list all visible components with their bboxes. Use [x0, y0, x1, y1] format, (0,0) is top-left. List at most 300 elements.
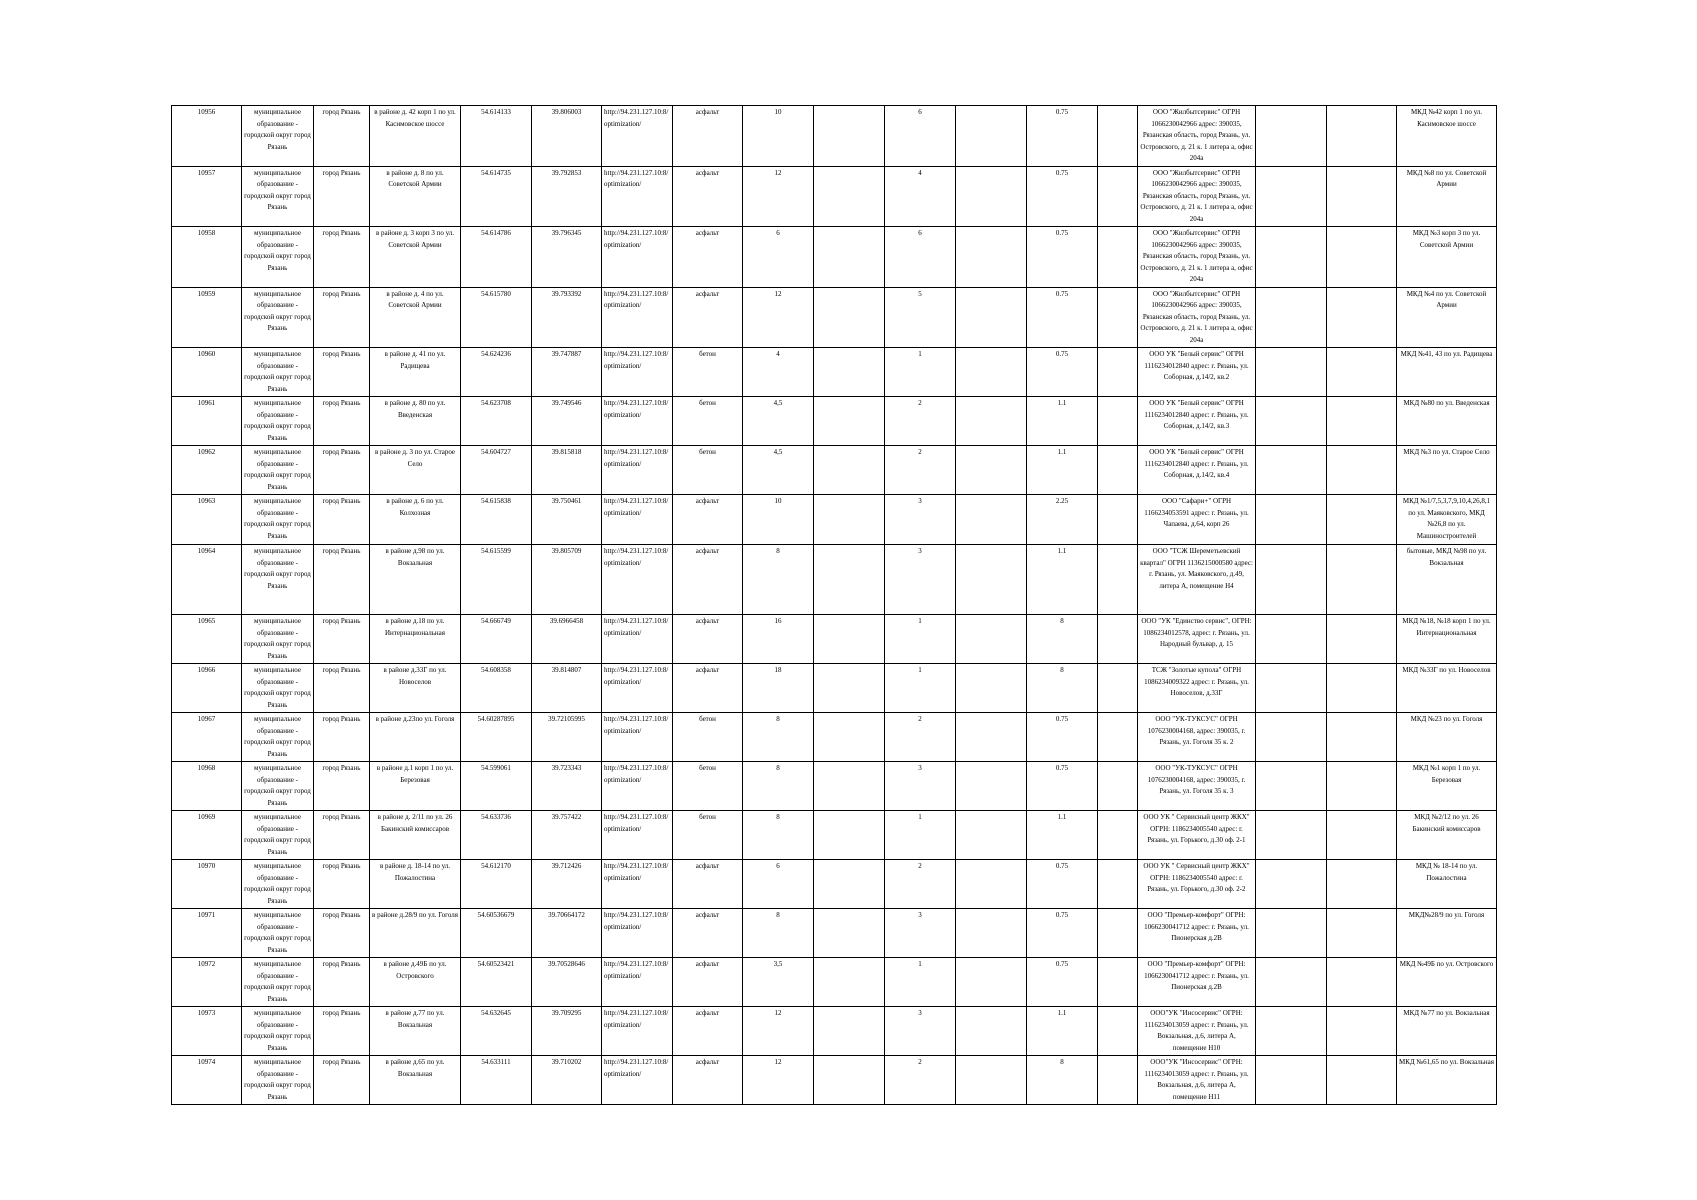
container-count-cell: 2: [885, 1056, 956, 1105]
link-cell: http://94.231.127.10:8/optimization/: [602, 1056, 673, 1105]
source-cell: МКД №8 по ул. Советской Армии: [1397, 166, 1497, 227]
empty-cell: [1327, 1007, 1397, 1056]
empty-cell: [1327, 166, 1397, 227]
empty-cell: [1256, 615, 1327, 664]
municipality-cell: муниципальное образование - городской округ город Рязань: [242, 348, 314, 397]
empty-cell: [1098, 348, 1138, 397]
container-count-cell: 1: [885, 348, 956, 397]
address-cell: в районе д. 4 по ул. Советской Армии: [370, 287, 461, 348]
row-id-cell: 10958: [172, 227, 242, 288]
empty-cell: [1098, 615, 1138, 664]
area-cell: 8: [743, 811, 814, 860]
empty-cell: [814, 615, 885, 664]
volume-cell: 8: [1027, 615, 1098, 664]
link-cell: http://94.231.127.10:8/optimization/: [602, 545, 673, 615]
empty-cell: [1327, 227, 1397, 288]
waste-sites-table: [171, 105, 1497, 1105]
longitude-cell: 39.792853: [532, 166, 602, 227]
link-cell: http://94.231.127.10:8/optimization/: [602, 397, 673, 446]
volume-cell: 1.1: [1027, 1007, 1098, 1056]
row-id-cell: 10968: [172, 762, 242, 811]
municipality-cell: муниципальное образование - городской округ город Рязань: [242, 664, 314, 713]
surface-cell: асфальт: [673, 545, 743, 615]
empty-cell: [1327, 397, 1397, 446]
latitude-cell: 54.624236: [461, 348, 532, 397]
empty-cell: [956, 615, 1027, 664]
longitude-cell: 39.806003: [532, 106, 602, 167]
area-cell: 10: [743, 495, 814, 545]
address-cell: в районе д. 2/11 по ул. 26 Бакинский комиссаров: [370, 811, 461, 860]
source-cell: МКД №1 корп 1 по ул. Березовая: [1397, 762, 1497, 811]
table-row: [172, 166, 1497, 227]
registry-sheet: [171, 105, 1494, 1105]
owner-cell: ООО УК "Белый сервис" ОГРН 1116234012840 адрес: г. Рязань, ул. Соборная, д.14/2, кв.4: [1138, 446, 1256, 495]
empty-cell: [1256, 495, 1327, 545]
row-id-cell: 10965: [172, 615, 242, 664]
municipality-cell: муниципальное образование - городской округ город Рязань: [242, 166, 314, 227]
longitude-cell: 39.796345: [532, 227, 602, 288]
empty-cell: [956, 545, 1027, 615]
latitude-cell: 54.615780: [461, 287, 532, 348]
empty-cell: [1256, 811, 1327, 860]
owner-cell: ООО "Сафари+" ОГРН 1166234053591 адрес: г. Рязань, ул. Чапаева, д.64, корп 26: [1138, 495, 1256, 545]
area-cell: 12: [743, 1056, 814, 1105]
area-cell: 18: [743, 664, 814, 713]
container-count-cell: 1: [885, 811, 956, 860]
row-id-cell: 10956: [172, 106, 242, 167]
row-id-cell: 10962: [172, 446, 242, 495]
empty-cell: [1256, 348, 1327, 397]
latitude-cell: 54.615838: [461, 495, 532, 545]
surface-cell: асфальт: [673, 166, 743, 227]
volume-cell: 0.75: [1027, 227, 1098, 288]
area-cell: 8: [743, 909, 814, 958]
link-cell: http://94.231.127.10:8/optimization/: [602, 348, 673, 397]
link-cell: http://94.231.127.10:8/optimization/: [602, 664, 673, 713]
latitude-cell: 54.623708: [461, 397, 532, 446]
table-body: [172, 106, 1497, 1105]
owner-cell: ООО "Жилбытсервис" ОГРН 1066230042966 адрес: 390035, Рязанская область, город Рязань, ул. Островского, д. 21 к. 1 литера а, офис 204а: [1138, 106, 1256, 167]
row-id-cell: 10961: [172, 397, 242, 446]
surface-cell: асфальт: [673, 860, 743, 909]
empty-cell: [1098, 958, 1138, 1007]
empty-cell: [1327, 811, 1397, 860]
area-cell: 4,5: [743, 446, 814, 495]
locality-cell: город Рязань: [314, 958, 370, 1007]
source-cell: МКД №77 по ул. Вокзальная: [1397, 1007, 1497, 1056]
empty-cell: [1327, 664, 1397, 713]
surface-cell: асфальт: [673, 495, 743, 545]
owner-cell: ООО "Премьер-комфорт" ОГРН: 1066230041712 адрес: г. Рязань, ул. Пионерская д.2В: [1138, 909, 1256, 958]
address-cell: в районе д. 80 по ул. Введенская: [370, 397, 461, 446]
link-cell: http://94.231.127.10:8/optimization/: [602, 860, 673, 909]
latitude-cell: 54.614735: [461, 166, 532, 227]
empty-cell: [814, 227, 885, 288]
empty-cell: [814, 762, 885, 811]
owner-cell: ООО "Жилбытсервис" ОГРН 1066230042966 адрес: 390035, Рязанская область, город Рязань, ул. Островского, д. 21 к. 1 литера а, офис 204а: [1138, 287, 1256, 348]
latitude-cell: 54.632645: [461, 1007, 532, 1056]
empty-cell: [814, 397, 885, 446]
empty-cell: [1256, 397, 1327, 446]
empty-cell: [1098, 1007, 1138, 1056]
empty-cell: [1098, 664, 1138, 713]
area-cell: 12: [743, 287, 814, 348]
owner-cell: ООО "УК-ТУКСУС" ОГРН 1076230004168, адрес: 390035, г. Рязань, ул. Гоголя 35 к. 2: [1138, 713, 1256, 762]
container-count-cell: 1: [885, 958, 956, 1007]
surface-cell: бетон: [673, 713, 743, 762]
owner-cell: ООО "Жилбытсервис" ОГРН 1066230042966 адрес: 390035, Рязанская область, город Рязань, ул. Островского, д. 21 к. 1 литера а, офис 204а: [1138, 227, 1256, 288]
municipality-cell: муниципальное образование - городской округ город Рязань: [242, 1007, 314, 1056]
empty-cell: [1256, 106, 1327, 167]
latitude-cell: 54.614133: [461, 106, 532, 167]
source-cell: МКД №80 по ул. Введенская: [1397, 397, 1497, 446]
source-cell: МКД №3 корп 3 по ул. Советской Армии: [1397, 227, 1497, 288]
volume-cell: 0.75: [1027, 287, 1098, 348]
empty-cell: [956, 227, 1027, 288]
latitude-cell: 54.599061: [461, 762, 532, 811]
table-row: [172, 713, 1497, 762]
empty-cell: [956, 958, 1027, 1007]
latitude-cell: 54.615599: [461, 545, 532, 615]
owner-cell: ООО "Премьер-комфорт" ОГРН: 1066230041712 адрес: г. Рязань, ул. Пионерская д.2В: [1138, 958, 1256, 1007]
empty-cell: [814, 106, 885, 167]
empty-cell: [1327, 860, 1397, 909]
locality-cell: город Рязань: [314, 348, 370, 397]
row-id-cell: 10972: [172, 958, 242, 1007]
owner-cell: ООО УК "Белый сервис" ОГРН 1116234012840 адрес: г. Рязань, ул. Соборная, д.14/2, кв.2: [1138, 348, 1256, 397]
empty-cell: [1098, 811, 1138, 860]
address-cell: в районе д.33Г по ул. Новоселов: [370, 664, 461, 713]
longitude-cell: 39.709295: [532, 1007, 602, 1056]
table-row: [172, 495, 1497, 545]
area-cell: 3,5: [743, 958, 814, 1007]
latitude-cell: 54.612170: [461, 860, 532, 909]
container-count-cell: 2: [885, 446, 956, 495]
volume-cell: 0.75: [1027, 860, 1098, 909]
table-row: [172, 1007, 1497, 1056]
empty-cell: [1098, 713, 1138, 762]
container-count-cell: 6: [885, 106, 956, 167]
row-id-cell: 10973: [172, 1007, 242, 1056]
source-cell: МКД №23 по ул. Гоголя: [1397, 713, 1497, 762]
table-row: [172, 545, 1497, 615]
empty-cell: [1098, 446, 1138, 495]
longitude-cell: 39.712426: [532, 860, 602, 909]
volume-cell: 2.25: [1027, 495, 1098, 545]
source-cell: МКД №42 корп 1 по ул. Касимовское шоссе: [1397, 106, 1497, 167]
municipality-cell: муниципальное образование - городской округ город Рязань: [242, 860, 314, 909]
address-cell: в районе д.98 по ул. Вокзальная: [370, 545, 461, 615]
owner-cell: ООО "УК-ТУКСУС" ОГРН 1076230004168, адрес: 390035, г. Рязань, ул. Гоголя 35 к. 3: [1138, 762, 1256, 811]
volume-cell: 0.75: [1027, 762, 1098, 811]
address-cell: в районе д.23по ул. Гоголя: [370, 713, 461, 762]
empty-cell: [1256, 860, 1327, 909]
source-cell: МКД№28/9 по ул. Гоголя: [1397, 909, 1497, 958]
locality-cell: город Рязань: [314, 615, 370, 664]
owner-cell: ООО УК "Белый сервис" ОГРН 1116234012840 адрес: г. Рязань, ул. Соборная, д.14/2, кв.3: [1138, 397, 1256, 446]
volume-cell: 0.75: [1027, 909, 1098, 958]
latitude-cell: 54.60536679: [461, 909, 532, 958]
longitude-cell: 39.72105995: [532, 713, 602, 762]
owner-cell: ООО "УК "Единство сервис", ОГРН: 1086234012578, адрес: г. Рязань, ул. Народный бульвар, д. 15: [1138, 615, 1256, 664]
latitude-cell: 54.604727: [461, 446, 532, 495]
surface-cell: асфальт: [673, 615, 743, 664]
row-id-cell: 10959: [172, 287, 242, 348]
address-cell: в районе д. 3 корп 3 по ул. Советской Армии: [370, 227, 461, 288]
empty-cell: [956, 713, 1027, 762]
longitude-cell: 39.70528646: [532, 958, 602, 1007]
latitude-cell: 54.608358: [461, 664, 532, 713]
link-cell: http://94.231.127.10:8/optimization/: [602, 615, 673, 664]
empty-cell: [956, 1056, 1027, 1105]
row-id-cell: 10964: [172, 545, 242, 615]
source-cell: МКД №33Г по ул. Новоселов: [1397, 664, 1497, 713]
empty-cell: [814, 287, 885, 348]
volume-cell: 8: [1027, 1056, 1098, 1105]
source-cell: МКД №3 по ул. Старое Село: [1397, 446, 1497, 495]
row-id-cell: 10963: [172, 495, 242, 545]
longitude-cell: 39.815818: [532, 446, 602, 495]
container-count-cell: 5: [885, 287, 956, 348]
address-cell: в районе д.28/9 по ул. Гоголя: [370, 909, 461, 958]
table-row: [172, 762, 1497, 811]
area-cell: 12: [743, 166, 814, 227]
municipality-cell: муниципальное образование - городской округ город Рязань: [242, 1056, 314, 1105]
table-row: [172, 446, 1497, 495]
surface-cell: асфальт: [673, 909, 743, 958]
link-cell: http://94.231.127.10:8/optimization/: [602, 811, 673, 860]
longitude-cell: 39.814807: [532, 664, 602, 713]
table-row: [172, 615, 1497, 664]
area-cell: 8: [743, 713, 814, 762]
longitude-cell: 39.747887: [532, 348, 602, 397]
empty-cell: [956, 1007, 1027, 1056]
locality-cell: город Рязань: [314, 227, 370, 288]
empty-cell: [1327, 287, 1397, 348]
empty-cell: [1098, 287, 1138, 348]
empty-cell: [1327, 958, 1397, 1007]
link-cell: http://94.231.127.10:8/optimization/: [602, 958, 673, 1007]
locality-cell: город Рязань: [314, 860, 370, 909]
address-cell: в районе д.65 по ул. Вокзальная: [370, 1056, 461, 1105]
surface-cell: бетон: [673, 397, 743, 446]
owner-cell: ТСЖ "Золотые купола" ОГРН 1086234009322 адрес: г. Рязань, ул. Новоселов, д.33Г: [1138, 664, 1256, 713]
link-cell: http://94.231.127.10:8/optimization/: [602, 227, 673, 288]
address-cell: в районе д. 3 по ул. Старое Село: [370, 446, 461, 495]
row-id-cell: 10960: [172, 348, 242, 397]
municipality-cell: муниципальное образование - городской округ город Рязань: [242, 106, 314, 167]
empty-cell: [956, 811, 1027, 860]
container-count-cell: 3: [885, 495, 956, 545]
longitude-cell: 39.750461: [532, 495, 602, 545]
source-cell: МКД №49Б по ул. Островского: [1397, 958, 1497, 1007]
empty-cell: [1327, 106, 1397, 167]
latitude-cell: 54.614786: [461, 227, 532, 288]
table-row: [172, 227, 1497, 288]
table-row: [172, 397, 1497, 446]
locality-cell: город Рязань: [314, 1007, 370, 1056]
empty-cell: [1098, 762, 1138, 811]
link-cell: http://94.231.127.10:8/optimization/: [602, 495, 673, 545]
container-count-cell: 6: [885, 227, 956, 288]
empty-cell: [956, 495, 1027, 545]
municipality-cell: муниципальное образование - городской округ город Рязань: [242, 287, 314, 348]
surface-cell: асфальт: [673, 958, 743, 1007]
empty-cell: [1256, 446, 1327, 495]
empty-cell: [814, 1007, 885, 1056]
area-cell: 8: [743, 545, 814, 615]
locality-cell: город Рязань: [314, 762, 370, 811]
owner-cell: ООО УК " Сервисный центр ЖКХ" ОГРН: 1186234005540 адрес: г. Рязань, ул. Горького, д.30 оф. 2-1: [1138, 811, 1256, 860]
empty-cell: [1327, 446, 1397, 495]
area-cell: 16: [743, 615, 814, 664]
empty-cell: [1256, 762, 1327, 811]
empty-cell: [814, 958, 885, 1007]
longitude-cell: 39.710202: [532, 1056, 602, 1105]
area-cell: 10: [743, 106, 814, 167]
locality-cell: город Рязань: [314, 664, 370, 713]
link-cell: http://94.231.127.10:8/optimization/: [602, 446, 673, 495]
table-row: [172, 287, 1497, 348]
empty-cell: [956, 166, 1027, 227]
longitude-cell: 39.749546: [532, 397, 602, 446]
empty-cell: [1256, 166, 1327, 227]
owner-cell: ООО УК " Сервисный центр ЖКХ" ОГРН: 1186234005540 адрес: г. Рязань, ул. Горького, д.30 оф. 2-2: [1138, 860, 1256, 909]
locality-cell: город Рязань: [314, 287, 370, 348]
row-id-cell: 10957: [172, 166, 242, 227]
row-id-cell: 10966: [172, 664, 242, 713]
empty-cell: [1327, 909, 1397, 958]
source-cell: МКД №4 по ул. Советской Армии: [1397, 287, 1497, 348]
empty-cell: [956, 909, 1027, 958]
municipality-cell: муниципальное образование - городской округ город Рязань: [242, 446, 314, 495]
locality-cell: город Рязань: [314, 1056, 370, 1105]
empty-cell: [1098, 495, 1138, 545]
empty-cell: [956, 106, 1027, 167]
municipality-cell: муниципальное образование - городской округ город Рязань: [242, 909, 314, 958]
empty-cell: [1256, 545, 1327, 615]
container-count-cell: 4: [885, 166, 956, 227]
table-row: [172, 909, 1497, 958]
row-id-cell: 10970: [172, 860, 242, 909]
empty-cell: [1327, 495, 1397, 545]
empty-cell: [1098, 166, 1138, 227]
table-row: [172, 811, 1497, 860]
link-cell: http://94.231.127.10:8/optimization/: [602, 287, 673, 348]
surface-cell: асфальт: [673, 1007, 743, 1056]
empty-cell: [814, 664, 885, 713]
empty-cell: [814, 909, 885, 958]
longitude-cell: 39.793392: [532, 287, 602, 348]
volume-cell: 0.75: [1027, 106, 1098, 167]
surface-cell: бетон: [673, 348, 743, 397]
empty-cell: [956, 348, 1027, 397]
empty-cell: [814, 1056, 885, 1105]
locality-cell: город Рязань: [314, 545, 370, 615]
container-count-cell: 3: [885, 545, 956, 615]
table-row: [172, 1056, 1497, 1105]
empty-cell: [1256, 909, 1327, 958]
empty-cell: [1098, 227, 1138, 288]
address-cell: в районе д.49Б по ул. Островского: [370, 958, 461, 1007]
row-id-cell: 10971: [172, 909, 242, 958]
address-cell: в районе д.1 корп 1 по ул. Березовая: [370, 762, 461, 811]
empty-cell: [1256, 227, 1327, 288]
municipality-cell: муниципальное образование - городской округ город Рязань: [242, 495, 314, 545]
volume-cell: 0.75: [1027, 713, 1098, 762]
empty-cell: [1098, 860, 1138, 909]
surface-cell: асфальт: [673, 1056, 743, 1105]
source-cell: МКД №2/12 по ул. 26 Бакинский комиссаров: [1397, 811, 1497, 860]
volume-cell: 1.1: [1027, 811, 1098, 860]
row-id-cell: 10969: [172, 811, 242, 860]
empty-cell: [1256, 664, 1327, 713]
container-count-cell: 2: [885, 713, 956, 762]
empty-cell: [814, 348, 885, 397]
area-cell: 6: [743, 860, 814, 909]
empty-cell: [1256, 1056, 1327, 1105]
empty-cell: [1327, 1056, 1397, 1105]
link-cell: http://94.231.127.10:8/optimization/: [602, 106, 673, 167]
link-cell: http://94.231.127.10:8/optimization/: [602, 1007, 673, 1056]
surface-cell: асфальт: [673, 664, 743, 713]
latitude-cell: 54.633111: [461, 1056, 532, 1105]
table-row: [172, 958, 1497, 1007]
empty-cell: [1327, 615, 1397, 664]
latitude-cell: 54.666749: [461, 615, 532, 664]
source-cell: МКД №61,65 по ул. Вокзальная: [1397, 1056, 1497, 1105]
locality-cell: город Рязань: [314, 811, 370, 860]
container-count-cell: 2: [885, 860, 956, 909]
empty-cell: [814, 811, 885, 860]
row-id-cell: 10967: [172, 713, 242, 762]
source-cell: бытовые, МКД №98 по ул. Вокзальная: [1397, 545, 1497, 615]
surface-cell: асфальт: [673, 106, 743, 167]
municipality-cell: муниципальное образование - городской округ город Рязань: [242, 227, 314, 288]
area-cell: 8: [743, 762, 814, 811]
empty-cell: [1098, 545, 1138, 615]
latitude-cell: 54.60287895: [461, 713, 532, 762]
link-cell: http://94.231.127.10:8/optimization/: [602, 713, 673, 762]
empty-cell: [814, 446, 885, 495]
empty-cell: [1098, 1056, 1138, 1105]
municipality-cell: муниципальное образование - городской округ город Рязань: [242, 811, 314, 860]
area-cell: 6: [743, 227, 814, 288]
latitude-cell: 54.60523421: [461, 958, 532, 1007]
container-count-cell: 3: [885, 762, 956, 811]
empty-cell: [1327, 545, 1397, 615]
locality-cell: город Рязань: [314, 106, 370, 167]
source-cell: МКД №1/7,5,3,7,9,10,4,26,8,1 по ул. Маяковского, МКД №26,8 по ул. Машиностроителей: [1397, 495, 1497, 545]
address-cell: в районе д. 41 по ул. Радищева: [370, 348, 461, 397]
empty-cell: [956, 287, 1027, 348]
owner-cell: ООО"УК "Инсосервис" ОГРН: 1116234013059 адрес: г. Рязань, ул. Вокзальная, д.6, литера А, помещение Н11: [1138, 1056, 1256, 1105]
volume-cell: 0.75: [1027, 958, 1098, 1007]
empty-cell: [814, 860, 885, 909]
volume-cell: 1.1: [1027, 397, 1098, 446]
volume-cell: 0.75: [1027, 166, 1098, 227]
empty-cell: [814, 495, 885, 545]
empty-cell: [1256, 958, 1327, 1007]
longitude-cell: 39.723343: [532, 762, 602, 811]
table-row: [172, 664, 1497, 713]
empty-cell: [814, 545, 885, 615]
locality-cell: город Рязань: [314, 446, 370, 495]
volume-cell: 1.1: [1027, 545, 1098, 615]
empty-cell: [1098, 909, 1138, 958]
container-count-cell: 2: [885, 397, 956, 446]
container-count-cell: 1: [885, 664, 956, 713]
